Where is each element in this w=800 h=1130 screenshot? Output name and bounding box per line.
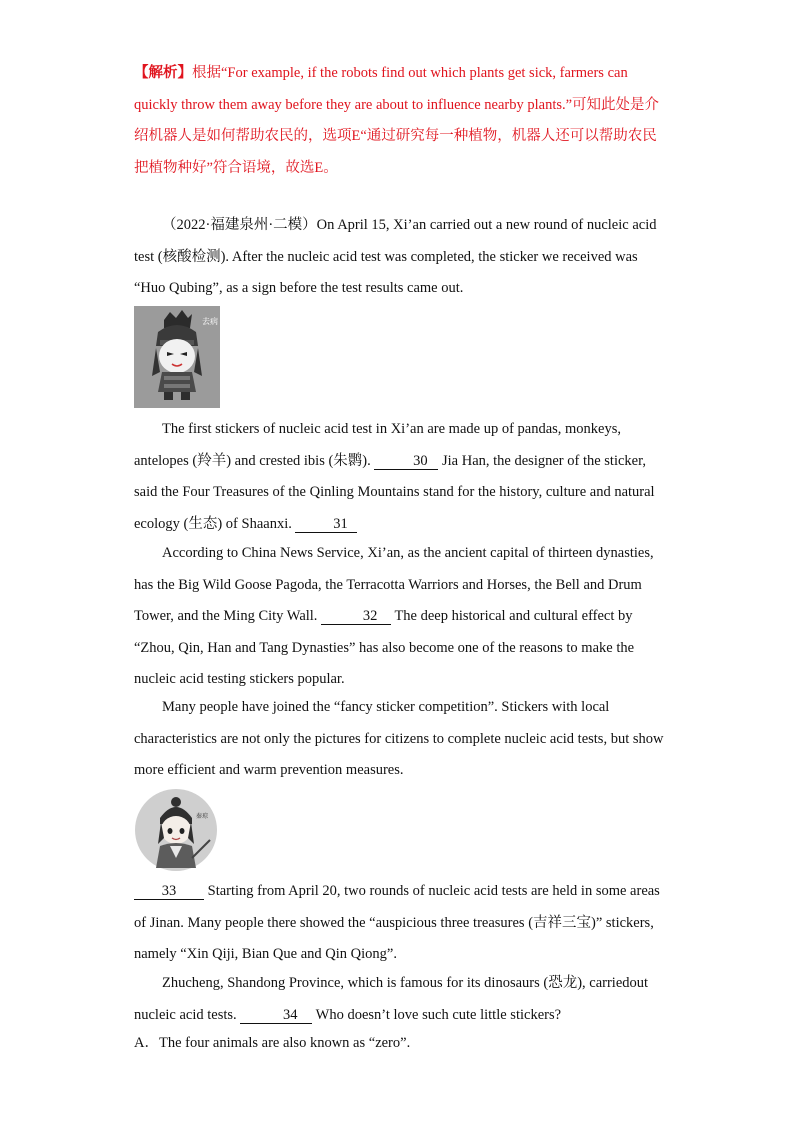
sticker-seal-text: 去病 [202,317,218,326]
paragraph-2-text: According to China News Service, Xi’an, as the ancient capital of thirteen dynasties, has the Big Wild Goose Pagoda, the Terracotta Warriors and Horses, the Bell and Drum Tower, and the Ming City Wall. [134,545,654,624]
huo-qubing-sticker-image [134,306,220,408]
blank-33[interactable]: 33 [134,883,204,900]
paragraph-5 [134,968,668,1031]
blank-31[interactable]: 31 [295,516,357,533]
paragraph-5-text: Zhucheng, Shandong Province, which is famous for its dinosaurs (恐龙), carriedout nucleic acid tests. [134,975,649,1023]
qin-qiong-sticker-illustration [134,788,218,872]
intro-text: （2022·福建泉州·二模）On April 15, Xi’an carried out a new round of nucleic acid test (核酸检测). After the nucleic acid test was completed, the sticker we received was “Huo Qubing”, as a sign before the test results came out. [134,217,657,296]
blank-30[interactable]: 30 [374,453,438,470]
paragraph-2 [134,538,668,696]
paragraph-2-after: The deep historical and cultural effect by “Zhou, Qin, Han and Tang Dynasties” has also become one of the reasons to make the nucleic acid testing stickers popular. [134,608,635,687]
blank-32[interactable]: 32 [321,608,391,625]
huo-qubing-sticker-illustration [134,306,220,408]
sticker-seal-text-2: 秦琼 [196,813,209,820]
paragraph-4-text: Starting from April 20, two rounds of nucleic acid tests are held in some areas of Jinan. Many people there showed the “auspicious three treasures (吉祥三宝)” stickers, namely “Xin Qiji, Bian Que and Qin Qiong”. [134,883,660,962]
paragraph-1 [134,414,668,540]
paragraph-3 [134,692,668,787]
paragraph-1-middle: Jia Han, the designer of the sticker, said the Four Treasures of the Qinling Mountains stand for the history, culture and natural ecology (生态) of Shaanxi. [134,452,655,532]
paragraph-4 [134,876,668,971]
analysis-text: 根据“For example, if the robots find out which plants get sick, farmers can quickly throw them away before they are about to influence nearby plants.”可知此处是介绍机器人是如何帮助农民的，选项E“通过研究每一种植物，机器人还可以帮助农民把植物种好”符合语境，故选E。 [134,65,660,176]
paragraph-3-text: Many people have joined the “fancy sticker competition”. Stickers with local characteristics are not only the pictures for citizens to complete nucleic acid tests, but show more efficient and warm prevention measures. [134,699,664,778]
blank-34[interactable]: 34 [240,1007,312,1024]
analysis-tag: 【解析】 [134,65,192,81]
paragraph-1-text: The first stickers of nucleic acid test in Xi’an are made up of pandas, monkeys, antelopes (羚羊) and crested ibis (朱鹮). [134,421,622,469]
qin-qiong-sticker-image [134,788,218,872]
intro-paragraph [134,210,668,305]
paragraph-5-after: Who doesn’t love such cute little stickers? [315,1006,562,1023]
analysis-paragraph [134,58,668,184]
option-a[interactable]: A．The four animals are also known as “zero”. [134,1035,411,1051]
